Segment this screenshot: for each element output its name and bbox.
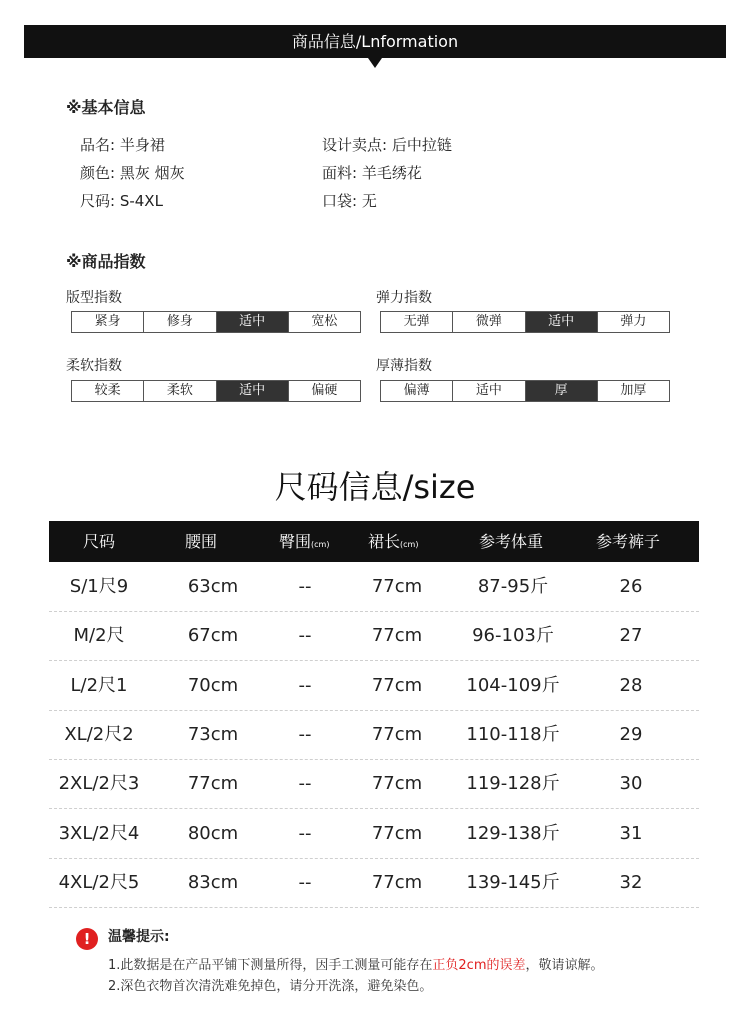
softness-index-scale <box>71 380 361 402</box>
header-hip-label: 臀围 <box>279 532 312 551</box>
cell-ref-pants: 30 <box>619 773 643 795</box>
cell-skirt-length: 77cm <box>371 822 423 844</box>
cell-ref-weight: 129-138斤 <box>466 822 560 844</box>
cell-size: L/2尺1 <box>70 674 128 696</box>
table-row <box>49 661 699 711</box>
size-info-title: 尺码信息/size <box>274 468 476 506</box>
fit-option: 宽松 <box>311 314 338 329</box>
thickness-option: 偏薄 <box>381 381 453 401</box>
info-color: 颜色: 黑灰 烟灰 <box>80 164 185 182</box>
header-waist <box>185 521 217 562</box>
cell-ref-pants: 26 <box>619 576 643 597</box>
cell-size: M/2尺 <box>73 625 125 647</box>
header-ref-weight <box>479 521 543 562</box>
thickness-option-selected: 厚 <box>526 381 598 401</box>
thickness-index-scale <box>380 380 670 402</box>
cell-size: 4XL/2尺5 <box>58 871 140 893</box>
fit-index-scale <box>71 311 361 333</box>
softness-option-selected: 适中 <box>217 381 289 401</box>
notice-line-1-suffix: ，敬请谅解。 <box>525 958 604 973</box>
elasticity-option: 弹力 <box>620 314 647 329</box>
table-row <box>49 759 699 809</box>
notice-highlight: 正负2cm的误差 <box>432 958 526 973</box>
info-design-feature: 设计卖点: 后中拉链 <box>322 136 452 154</box>
softness-index-label: 柔软指数 <box>66 358 122 374</box>
fit-option-selected: 适中 <box>217 312 289 332</box>
product-index-title: ※商品指数 <box>66 252 146 271</box>
cell-skirt-length: 77cm <box>371 723 423 745</box>
header-skirt-length <box>368 521 418 565</box>
fit-option: 修身 <box>144 312 216 332</box>
cell-ref-weight: 87-95斤 <box>477 576 549 597</box>
cell-ref-pants: 27 <box>619 625 643 647</box>
cell-waist: 77cm <box>187 773 239 795</box>
header-ref-pants <box>596 521 660 562</box>
notice-line-2: 2.深色衣物首次清洗难免掉色，请分开洗涤，避免染色。 <box>108 979 433 994</box>
exclamation-icon: ! <box>76 928 98 950</box>
header-ref-weight-label: 参考体重 <box>479 532 544 551</box>
header-ref-pants-label: 参考裤子 <box>596 532 661 551</box>
cell-ref-weight: 110-118斤 <box>466 723 560 745</box>
info-product-name: 品名: 半身裙 <box>80 136 165 154</box>
elasticity-option-selected: 适中 <box>526 312 598 332</box>
cell-skirt-length: 77cm <box>371 576 423 597</box>
thickness-option: 适中 <box>453 381 525 401</box>
cell-hip: -- <box>298 723 312 745</box>
header-skirt-length-label: 裙长 <box>368 532 401 551</box>
notice-line-1 <box>108 954 604 973</box>
table-row <box>49 809 699 859</box>
thickness-option: 加厚 <box>620 383 647 398</box>
table-row <box>49 611 699 661</box>
cell-skirt-length: 77cm <box>371 674 423 696</box>
cell-waist: 63cm <box>187 576 239 597</box>
cell-hip: -- <box>298 822 312 844</box>
header-hip <box>279 521 329 565</box>
cell-ref-weight: 119-128斤 <box>466 773 560 795</box>
fit-option: 紧身 <box>72 312 144 332</box>
cell-waist: 80cm <box>187 822 239 844</box>
cell-size: 3XL/2尺4 <box>58 822 140 844</box>
size-table-header <box>49 521 699 562</box>
notice-line-1-text: 1.此数据是在产品平铺下测量所得，因手工测量可能存在 <box>108 958 433 973</box>
cell-skirt-length: 77cm <box>371 625 423 647</box>
section-banner: 商品信息/Lnformation <box>24 25 726 58</box>
cell-waist: 67cm <box>187 625 239 647</box>
cell-ref-weight: 96-103斤 <box>472 625 554 647</box>
cell-size: S/1尺9 <box>69 576 129 597</box>
header-hip-unit: (cm) <box>311 540 330 549</box>
cell-waist: 70cm <box>187 674 239 696</box>
softness-option: 较柔 <box>72 381 144 401</box>
elasticity-index-scale <box>380 311 670 333</box>
cell-ref-pants: 29 <box>619 723 643 745</box>
basic-info-title: ※基本信息 <box>66 98 146 117</box>
info-size: 尺码: S-4XL <box>80 192 163 210</box>
cell-hip: -- <box>298 625 312 647</box>
softness-option: 偏硬 <box>311 383 338 398</box>
softness-option: 柔软 <box>144 381 216 401</box>
header-size <box>83 521 115 562</box>
cell-ref-pants: 31 <box>619 822 643 844</box>
elasticity-option: 微弹 <box>453 312 525 332</box>
cell-waist: 73cm <box>187 723 239 745</box>
fit-index-label: 版型指数 <box>66 290 122 306</box>
cell-skirt-length: 77cm <box>371 773 423 795</box>
thickness-index-label: 厚薄指数 <box>376 358 432 374</box>
elasticity-option: 无弹 <box>381 312 453 332</box>
notice-title: 温馨提示: <box>108 929 170 945</box>
info-fabric: 面料: 羊毛绣花 <box>322 164 422 182</box>
cell-hip: -- <box>298 674 312 696</box>
cell-ref-weight: 139-145斤 <box>466 871 560 893</box>
cell-ref-pants: 32 <box>619 871 643 893</box>
cell-hip: -- <box>298 871 312 893</box>
cell-skirt-length: 77cm <box>371 871 423 893</box>
table-row <box>49 710 699 760</box>
cell-waist: 83cm <box>187 871 239 893</box>
cell-hip: -- <box>298 773 312 795</box>
header-waist-label: 腰围 <box>185 532 218 551</box>
info-pocket: 口袋: 无 <box>322 192 377 210</box>
cell-size: 2XL/2尺3 <box>58 773 140 795</box>
cell-ref-weight: 104-109斤 <box>466 674 560 696</box>
cell-size: XL/2尺2 <box>64 723 134 745</box>
table-row <box>49 562 699 612</box>
header-size-label: 尺码 <box>83 532 116 551</box>
table-row <box>49 858 699 908</box>
cell-hip: -- <box>298 576 312 597</box>
header-skirt-length-unit: (cm) <box>400 540 419 549</box>
banner-pointer-icon <box>368 58 382 68</box>
elasticity-index-label: 弹力指数 <box>376 290 432 306</box>
cell-ref-pants: 28 <box>619 674 643 696</box>
